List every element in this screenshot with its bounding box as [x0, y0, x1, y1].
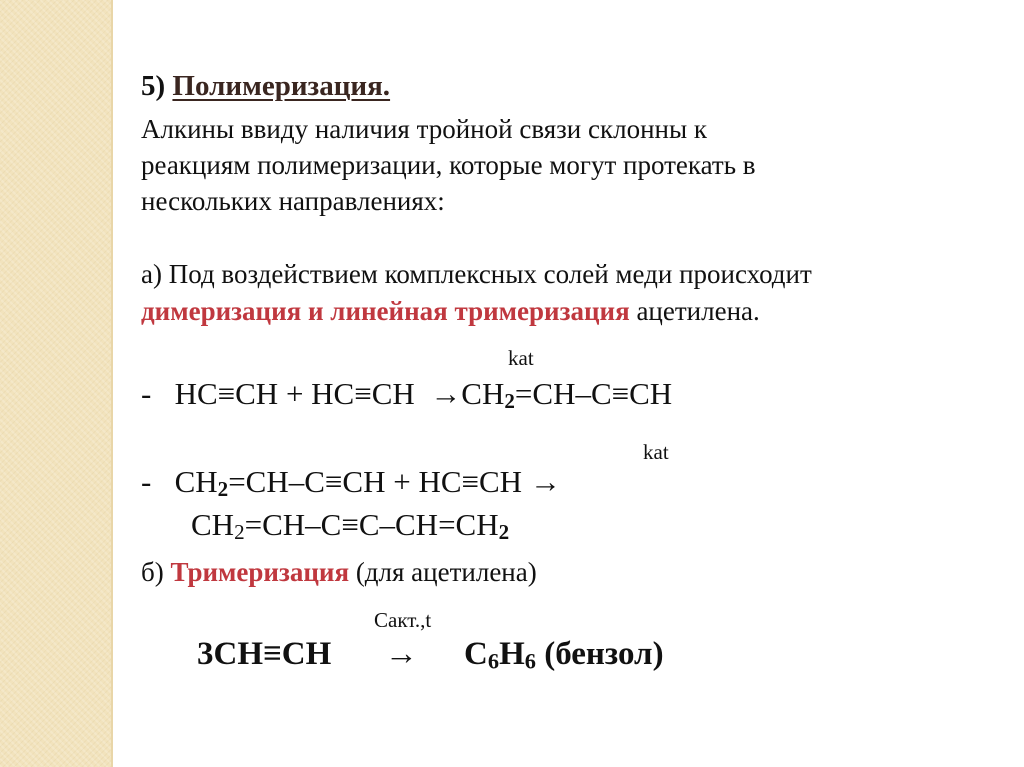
reaction2-product-a: CH — [191, 507, 235, 542]
intro-line-2: реакциям полимеризации, которые могут протекать в — [141, 150, 756, 180]
heading-number: 5) — [141, 70, 166, 102]
section-b-line — [141, 556, 537, 588]
reaction2-product-sub: 2 — [234, 520, 245, 545]
reaction1-arrow: → — [430, 376, 462, 411]
section-a-highlight-line — [141, 295, 760, 327]
reaction1-product-b: =CH–C≡CH — [514, 376, 673, 411]
reaction3-product-c: C — [464, 636, 488, 672]
stripe-edge — [111, 0, 113, 767]
reaction2-product-sub2: 2 — [498, 520, 510, 545]
reaction2-catalyst: kat — [643, 440, 669, 464]
reaction1-catalyst: kat — [508, 346, 534, 370]
reaction3-product-sub2: 6 — [524, 648, 536, 674]
reaction2-reactant-sub: 2 — [217, 477, 229, 502]
reaction2-reactant-b: =CH–C≡CH + HC≡CH — [228, 464, 523, 499]
section-a-highlight: димеризация и линейная тримеризация — [141, 296, 630, 326]
reaction2-product — [191, 507, 509, 543]
section-b-prefix: б) — [141, 557, 171, 587]
reaction3-product — [464, 635, 664, 673]
section-a-tail: ацетилена. — [629, 296, 760, 326]
decorative-side-stripe — [0, 0, 111, 767]
reaction3-product-name: (бензол) — [535, 636, 664, 672]
reaction2-dash: - — [141, 464, 152, 499]
reaction3-catalyst: Cакт.,t — [374, 608, 432, 632]
reaction3-product-sub1: 6 — [487, 648, 500, 674]
section-b-tail: (для ацетилена) — [349, 557, 537, 587]
reaction1-reactants: HC≡CH + HC≡CH — [174, 376, 415, 411]
intro-line-1: Алкины ввиду наличия тройной связи склонны к — [141, 114, 707, 144]
reaction2-equation — [141, 464, 561, 500]
reaction1-product-a: CH — [461, 376, 505, 411]
reaction2-arrow: → — [529, 464, 561, 499]
reaction2-product-b: =CH–C≡C–CH=CH — [244, 507, 499, 542]
reaction1-dash: - — [141, 376, 152, 411]
slide-heading — [141, 70, 390, 102]
section-a-line: а) Под воздействием комплексных солей меди происходит — [141, 259, 812, 289]
reaction3-reactant: 3CH≡CH — [197, 636, 332, 672]
intro-line-3: нескольких направлениях: — [141, 186, 445, 216]
section-b-highlight: Тримеризация — [170, 557, 350, 587]
reaction1-product-sub: 2 — [504, 389, 515, 414]
reaction1-equation — [141, 376, 672, 412]
reaction3-product-h: H — [499, 636, 525, 672]
reaction3-arrow: → — [385, 636, 418, 672]
heading-text: Полимеризация. — [172, 70, 391, 102]
reaction2-reactant-a: CH — [174, 464, 218, 499]
